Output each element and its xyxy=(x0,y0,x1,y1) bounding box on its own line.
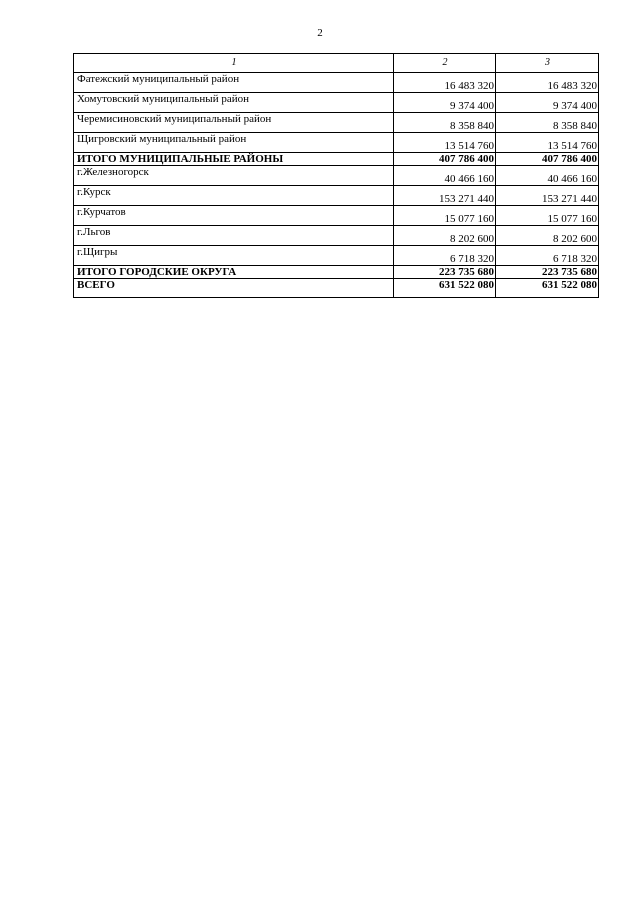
table-header-row xyxy=(74,54,599,73)
row-col3-value: 9 374 400 xyxy=(496,93,599,113)
table-row xyxy=(74,73,599,93)
header-col-2: 2 xyxy=(394,54,496,73)
subtotal-row xyxy=(74,266,599,279)
row-name-cell: ВСЕГО xyxy=(74,279,394,298)
table-row xyxy=(74,113,599,133)
row-name-cell: г.Курчатов xyxy=(74,206,394,226)
row-col2-value: 153 271 440 xyxy=(394,186,496,206)
row-col2-value: 6 718 320 xyxy=(394,246,496,266)
table-row xyxy=(74,226,599,246)
page-number: 2 xyxy=(317,27,323,39)
row-name-cell: Фатежский муниципальный район xyxy=(74,73,394,93)
row-col3-value: 40 466 160 xyxy=(496,166,599,186)
row-col2-value: 40 466 160 xyxy=(394,166,496,186)
row-col3-value: 13 514 760 xyxy=(496,133,599,153)
table-row xyxy=(74,166,599,186)
row-col3-value: 153 271 440 xyxy=(496,186,599,206)
grand-total-row xyxy=(74,279,599,298)
row-col2-value: 8 202 600 xyxy=(394,226,496,246)
row-col2-value: 223 735 680 xyxy=(394,266,496,279)
row-col3-value: 8 202 600 xyxy=(496,226,599,246)
row-col3-value: 631 522 080 xyxy=(496,279,599,298)
table-row xyxy=(74,93,599,113)
row-col2-value: 407 786 400 xyxy=(394,153,496,166)
row-col2-value: 631 522 080 xyxy=(394,279,496,298)
table-row xyxy=(74,186,599,206)
row-name-cell: г.Курск xyxy=(74,186,394,206)
row-col2-value: 16 483 320 xyxy=(394,73,496,93)
row-col2-value: 8 358 840 xyxy=(394,113,496,133)
header-col-1: 1 xyxy=(74,54,394,73)
row-name-cell: Хомутовский муниципальный район xyxy=(74,93,394,113)
row-name-cell: ИТОГО МУНИЦИПАЛЬНЫЕ РАЙОНЫ xyxy=(74,153,394,166)
row-col3-value: 8 358 840 xyxy=(496,113,599,133)
row-col3-value: 16 483 320 xyxy=(496,73,599,93)
row-col3-value: 223 735 680 xyxy=(496,266,599,279)
row-name-cell: г.Щигры xyxy=(74,246,394,266)
row-col3-value: 15 077 160 xyxy=(496,206,599,226)
subtotal-row xyxy=(74,153,599,166)
table-body xyxy=(74,73,599,298)
table-row xyxy=(74,133,599,153)
row-name-cell: Щигровский муниципальный район xyxy=(74,133,394,153)
row-col2-value: 15 077 160 xyxy=(394,206,496,226)
row-col2-value: 9 374 400 xyxy=(394,93,496,113)
header-col-3: 3 xyxy=(496,54,599,73)
row-name-cell: Черемисиновский муниципальный район xyxy=(74,113,394,133)
row-col2-value: 13 514 760 xyxy=(394,133,496,153)
row-name-cell: г.Льгов xyxy=(74,226,394,246)
row-name-cell: ИТОГО ГОРОДСКИЕ ОКРУГА xyxy=(74,266,394,279)
budget-table xyxy=(73,53,599,298)
row-col3-value: 407 786 400 xyxy=(496,153,599,166)
table-row xyxy=(74,206,599,226)
row-name-cell: г.Железногорск xyxy=(74,166,394,186)
row-col3-value: 6 718 320 xyxy=(496,246,599,266)
table-row xyxy=(74,246,599,266)
